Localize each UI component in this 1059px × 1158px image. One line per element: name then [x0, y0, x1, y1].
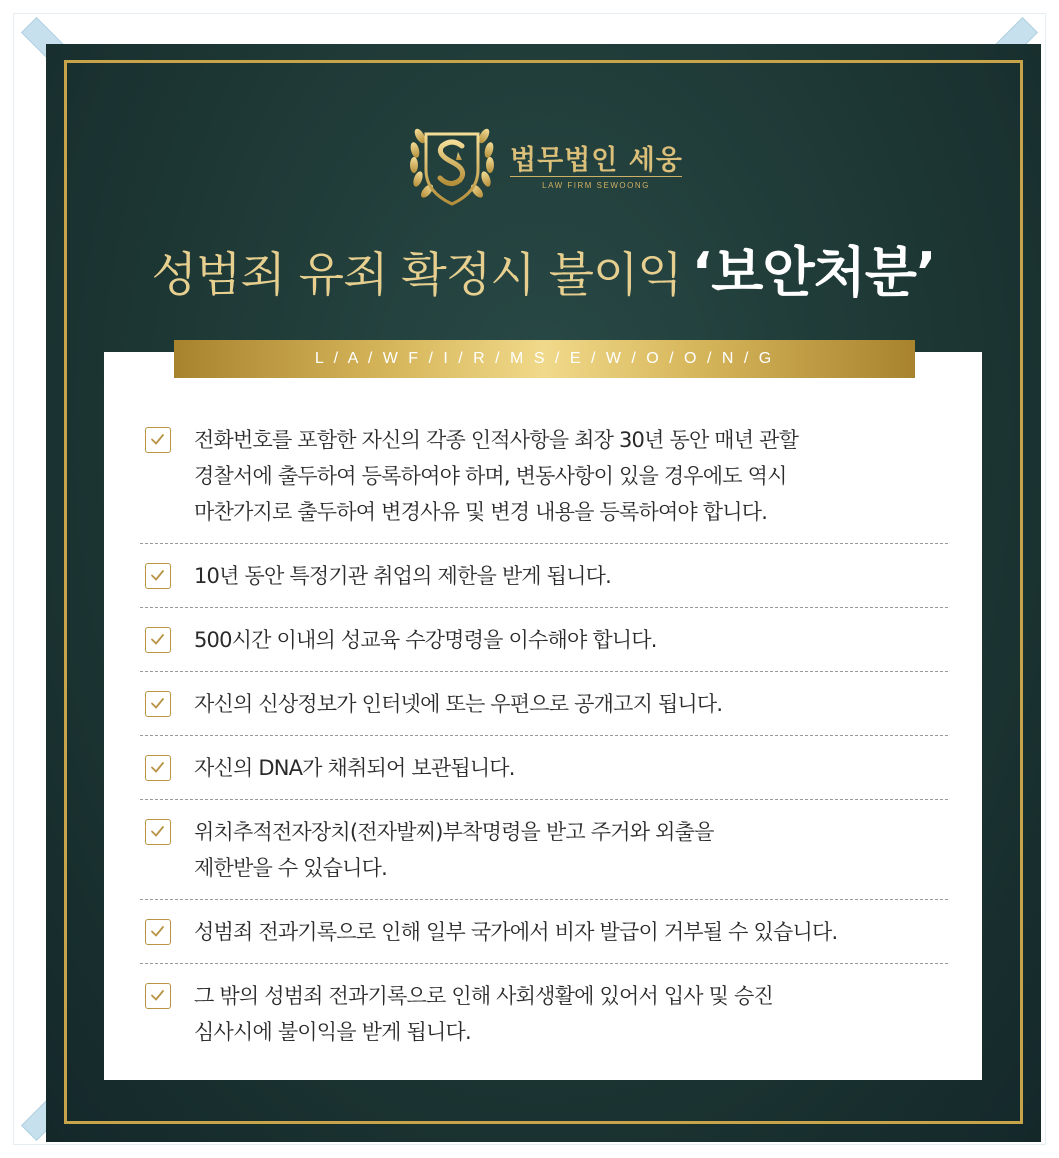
list-item-text: 위치추적전자장치(전자발찌)부착명령을 받고 주거와 외출을 제한받을 수 있습니다.: [194, 820, 714, 880]
list-item: [140, 736, 948, 800]
list-item-text: 자신의 신상정보가 인터넷에 또는 우편으로 공개고지 됩니다.: [194, 692, 723, 716]
checkbox-check-icon: [145, 563, 171, 589]
checkbox-check-icon: [145, 819, 171, 845]
page-title: [46, 230, 1041, 307]
ribbon-banner: L / A / W F / I / R / M S / E / W / O / O / N / G: [174, 340, 915, 378]
checkbox-check-icon: [145, 919, 171, 945]
list-item: [140, 900, 948, 964]
list-item-text: 그 밖의 성범죄 전과기록으로 인해 사회생활에 있어서 입사 및 승진 심사시에 불이익을 받게 됩니다.: [194, 984, 773, 1044]
page-frame: [14, 14, 1045, 1144]
title-accent: ‘보안처분’: [691, 241, 936, 304]
list-item-text: 자신의 DNA가 채취되어 보관됩니다.: [194, 756, 515, 780]
scales-laurel-emblem-icon: [406, 112, 498, 212]
list-item-text: 성범죄 전과기록으로 인해 일부 국가에서 비자 발급이 거부될 수 있습니다.: [194, 920, 838, 944]
logo-name: 법무법인 세웅: [510, 145, 683, 176]
checkbox-check-icon: [145, 755, 171, 781]
checkbox-check-icon: [145, 691, 171, 717]
list-item: [140, 964, 948, 1063]
logo-subtitle: LAW FIRM SEWOONG: [542, 181, 650, 190]
penalty-list: [140, 408, 948, 1063]
list-item: [140, 408, 948, 544]
list-item: [140, 800, 948, 900]
list-item: [140, 672, 948, 736]
law-firm-logo: [406, 112, 696, 212]
dark-panel: [46, 44, 1041, 1142]
list-item: [140, 608, 948, 672]
list-item-text: 10년 동안 특정기관 취업의 제한을 받게 됩니다.: [194, 564, 611, 588]
list-item-text: 전화번호를 포함한 자신의 각종 인적사항을 최장 30년 동안 매년 관할 경찰서에 출두하여 등록하여야 하며, 변동사항이 있을 경우에도 역시 마찬가지로 출두하여 변경사유 및 변경 내용을 등록하여야 합니다.: [194, 428, 799, 524]
logo-divider: [510, 176, 682, 177]
checkbox-check-icon: [145, 983, 171, 1009]
checkbox-check-icon: [145, 427, 171, 453]
checkbox-check-icon: [145, 627, 171, 653]
list-item: [140, 544, 948, 608]
title-main: 성범죄 유죄 확정시 불이익: [151, 248, 682, 303]
list-item-text: 500시간 이내의 성교육 수강명령을 이수해야 합니다.: [194, 628, 657, 652]
